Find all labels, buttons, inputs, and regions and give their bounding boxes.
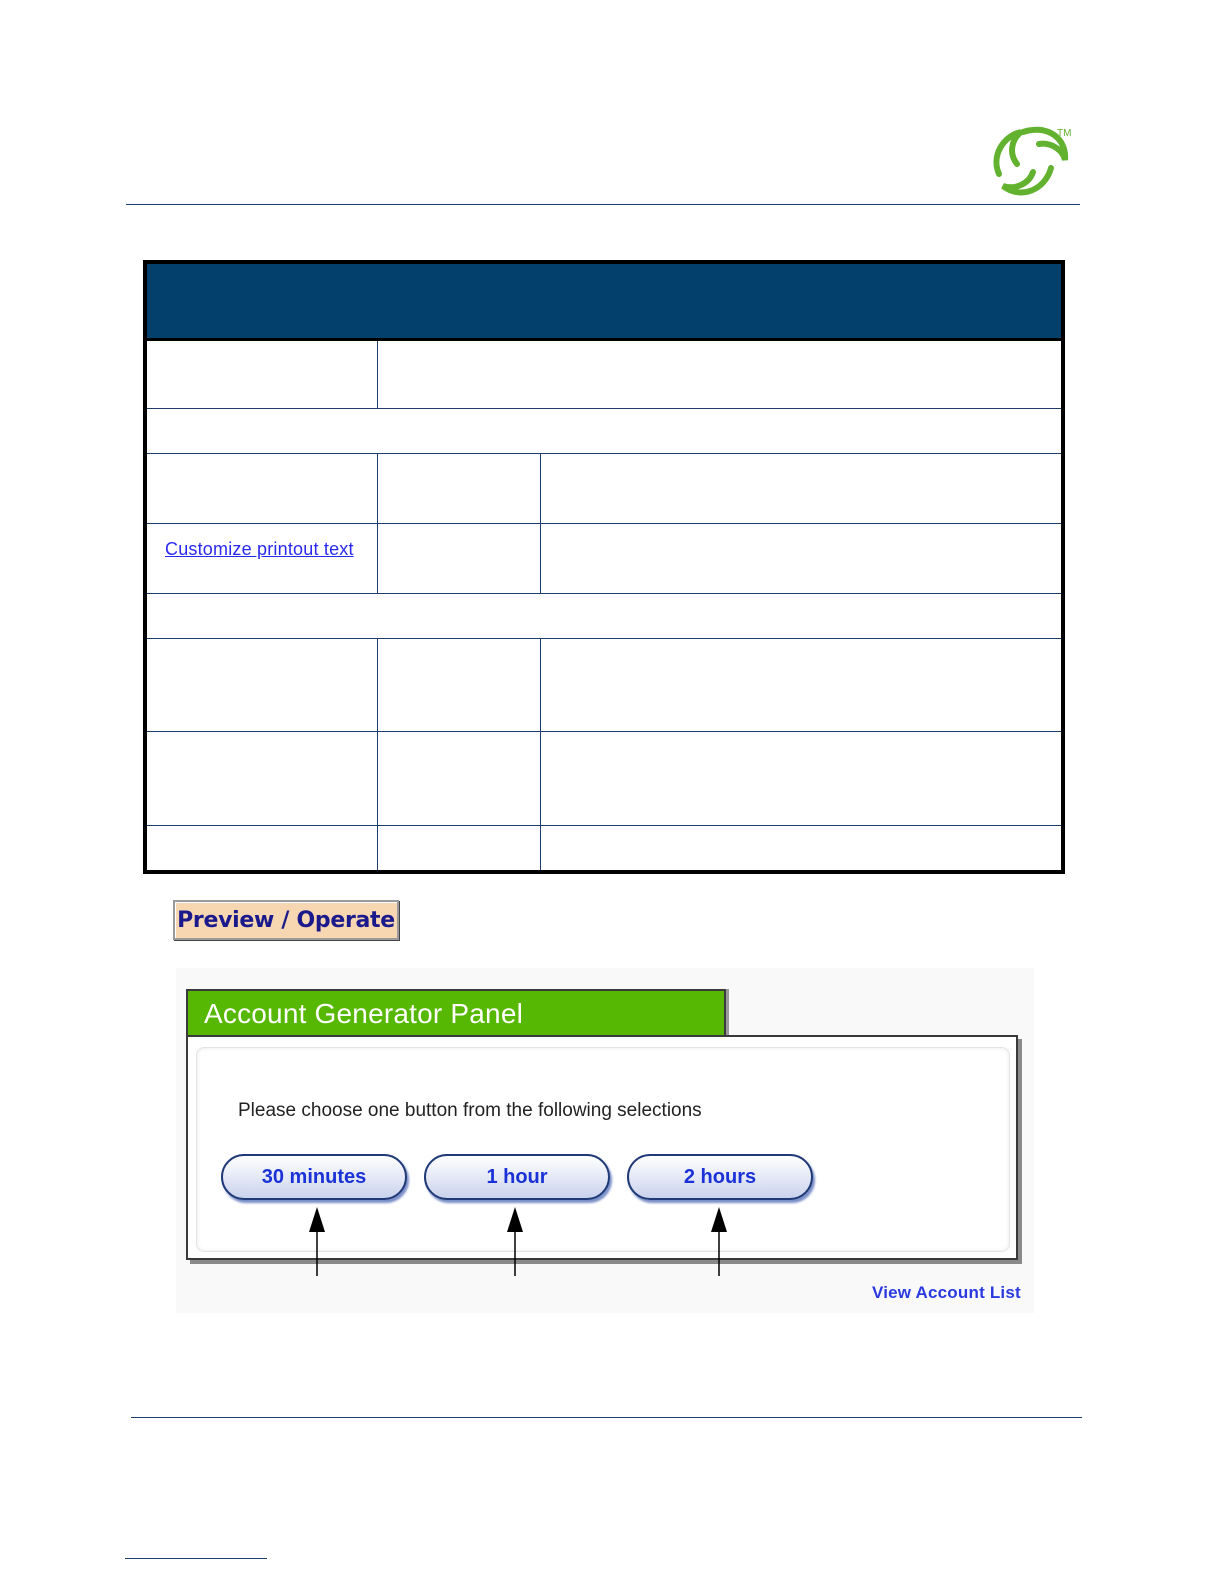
one-hour-label: 1 hour xyxy=(486,1165,548,1188)
thirty-minutes-label: 30 minutes xyxy=(261,1165,367,1188)
panel-instruction-text: Please choose one button from the following selections xyxy=(238,1100,702,1121)
column-divider xyxy=(540,453,541,593)
thirty-minutes-button[interactable] xyxy=(221,1154,407,1200)
row-divider xyxy=(147,593,1061,594)
row-divider xyxy=(147,408,1061,409)
column-divider xyxy=(540,638,541,870)
preview-operate-label: Preview / Operate xyxy=(177,907,395,933)
header-divider xyxy=(126,204,1080,205)
row-divider xyxy=(147,825,1061,826)
two-hours-label: 2 hours xyxy=(683,1165,757,1188)
settings-table xyxy=(143,260,1065,874)
column-divider xyxy=(377,453,378,593)
row-divider xyxy=(147,638,1061,639)
panel-title: Account Generator Panel xyxy=(204,998,524,1029)
row-divider xyxy=(147,523,1061,524)
company-logo xyxy=(985,120,1085,204)
view-account-list-link[interactable]: View Account List xyxy=(872,1283,1021,1302)
footer-divider xyxy=(131,1417,1082,1418)
footnote-divider xyxy=(125,1558,267,1559)
customize-printout-link[interactable]: Customize printout text xyxy=(165,539,354,559)
two-hours-button[interactable] xyxy=(627,1154,813,1200)
one-hour-button[interactable] xyxy=(424,1154,610,1200)
table-header-row xyxy=(147,264,1061,341)
column-divider xyxy=(377,341,378,408)
panel-inner-box xyxy=(196,1047,1010,1252)
trademark-symbol: TM xyxy=(1057,128,1072,139)
preview-operate-button[interactable] xyxy=(173,900,399,940)
column-divider xyxy=(377,638,378,870)
row-divider xyxy=(147,731,1061,732)
row-divider xyxy=(147,453,1061,454)
